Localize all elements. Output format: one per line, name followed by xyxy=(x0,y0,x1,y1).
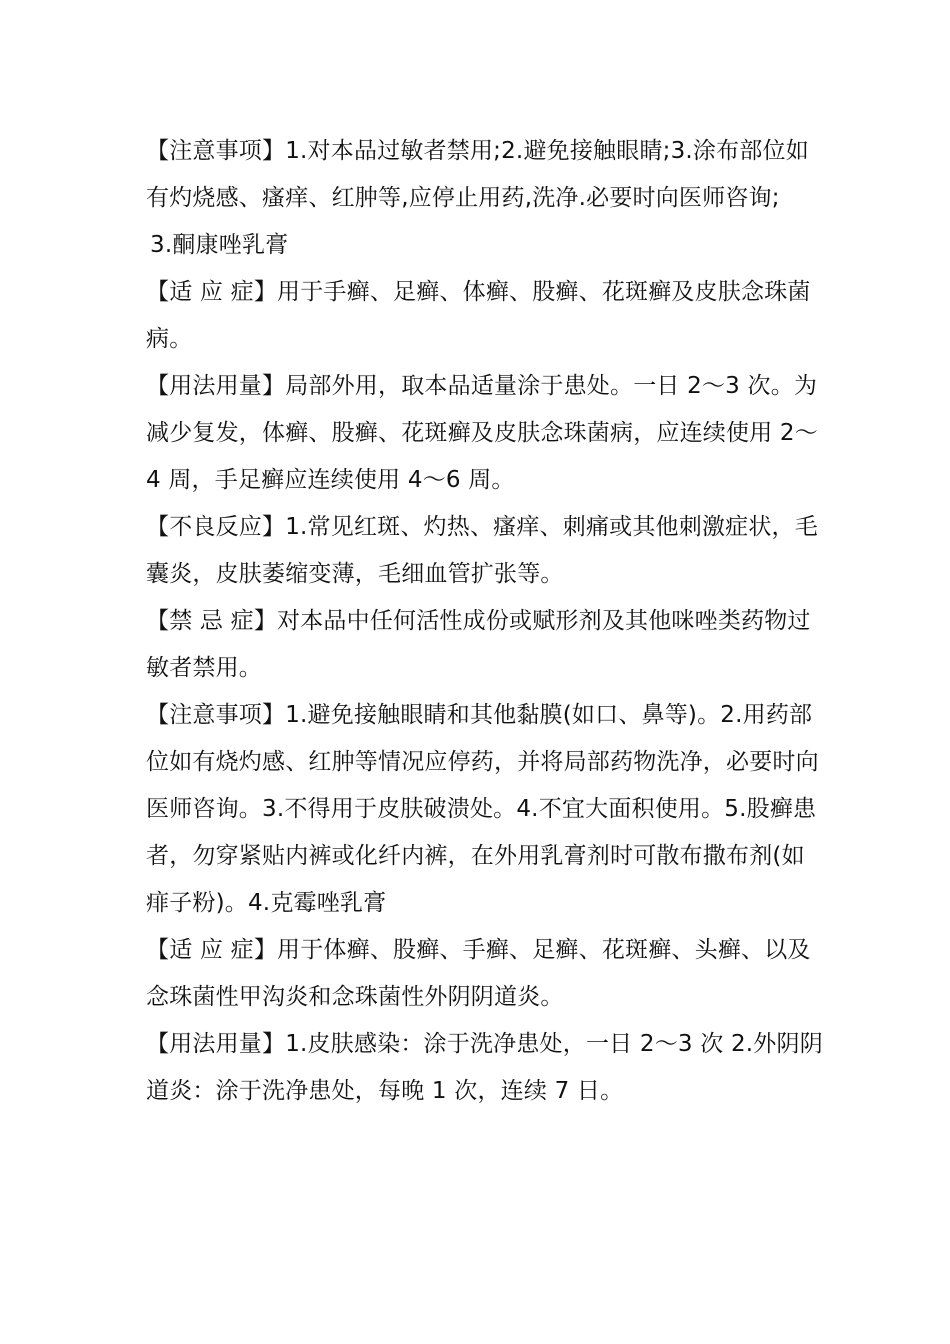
paragraph-indications-1: 【适 应 症】用于手癣、足癣、体癣、股癣、花斑癣及皮肤念珠菌病。 xyxy=(146,279,811,352)
paragraph-dosage-1: 【用法用量】局部外用，取本品适量涂于患处。一日 2～3 次。为减少复发，体癣、股癣、花斑癣及皮肤念珠菌病，应连续使用 2～4 周，手足癣应连续使用 4～6 周。 xyxy=(146,373,818,493)
document-body xyxy=(146,128,826,1115)
paragraph-contraindications: 【禁 忌 症】对本品中任何活性成份或赋形剂及其他咪唑类药物过敏者禁用。 xyxy=(146,608,811,681)
paragraph-precautions-2: 【注意事项】1.避免接触眼睛和其他黏膜(如口、鼻等)。2.用药部位如有烧灼感、红肿等情况应停药，并将局部药物洗净，必要时向医师咨询。3.不得用于皮肤破溃处。4.不宜大面积使用。5.股癣患者，勿穿紧贴内裤或化纤内裤，在外用乳膏剂时可散布撒布剂(如痱子粉)。4.克霉唑乳膏 xyxy=(146,702,819,916)
paragraph-precautions-1: 【注意事项】1.对本品过敏者禁用;2.避免接触眼睛;3.涂布部位如有灼烧感、瘙痒、红肿等,应停止用药,洗净.必要时向医师咨询; xyxy=(146,138,809,211)
paragraph-adverse-reactions: 【不良反应】1.常见红斑、灼热、瘙痒、刺痛或其他刺激症状，毛囊炎，皮肤萎缩变薄，毛细血管扩张等。 xyxy=(146,514,818,587)
paragraph-dosage-2: 【用法用量】1.皮肤感染：涂于洗净患处，一日 2～3 次 2.外阴阴道炎：涂于洗净患处，每晚 1 次，连续 7 日。 xyxy=(146,1031,823,1104)
paragraph-indications-2: 【适 应 症】用于体癣、股癣、手癣、足癣、花斑癣、头癣、以及念珠菌性甲沟炎和念珠菌性外阴阴道炎。 xyxy=(146,937,811,1010)
heading-ketoconazole-cream: 3.酮康唑乳膏 xyxy=(150,232,289,258)
